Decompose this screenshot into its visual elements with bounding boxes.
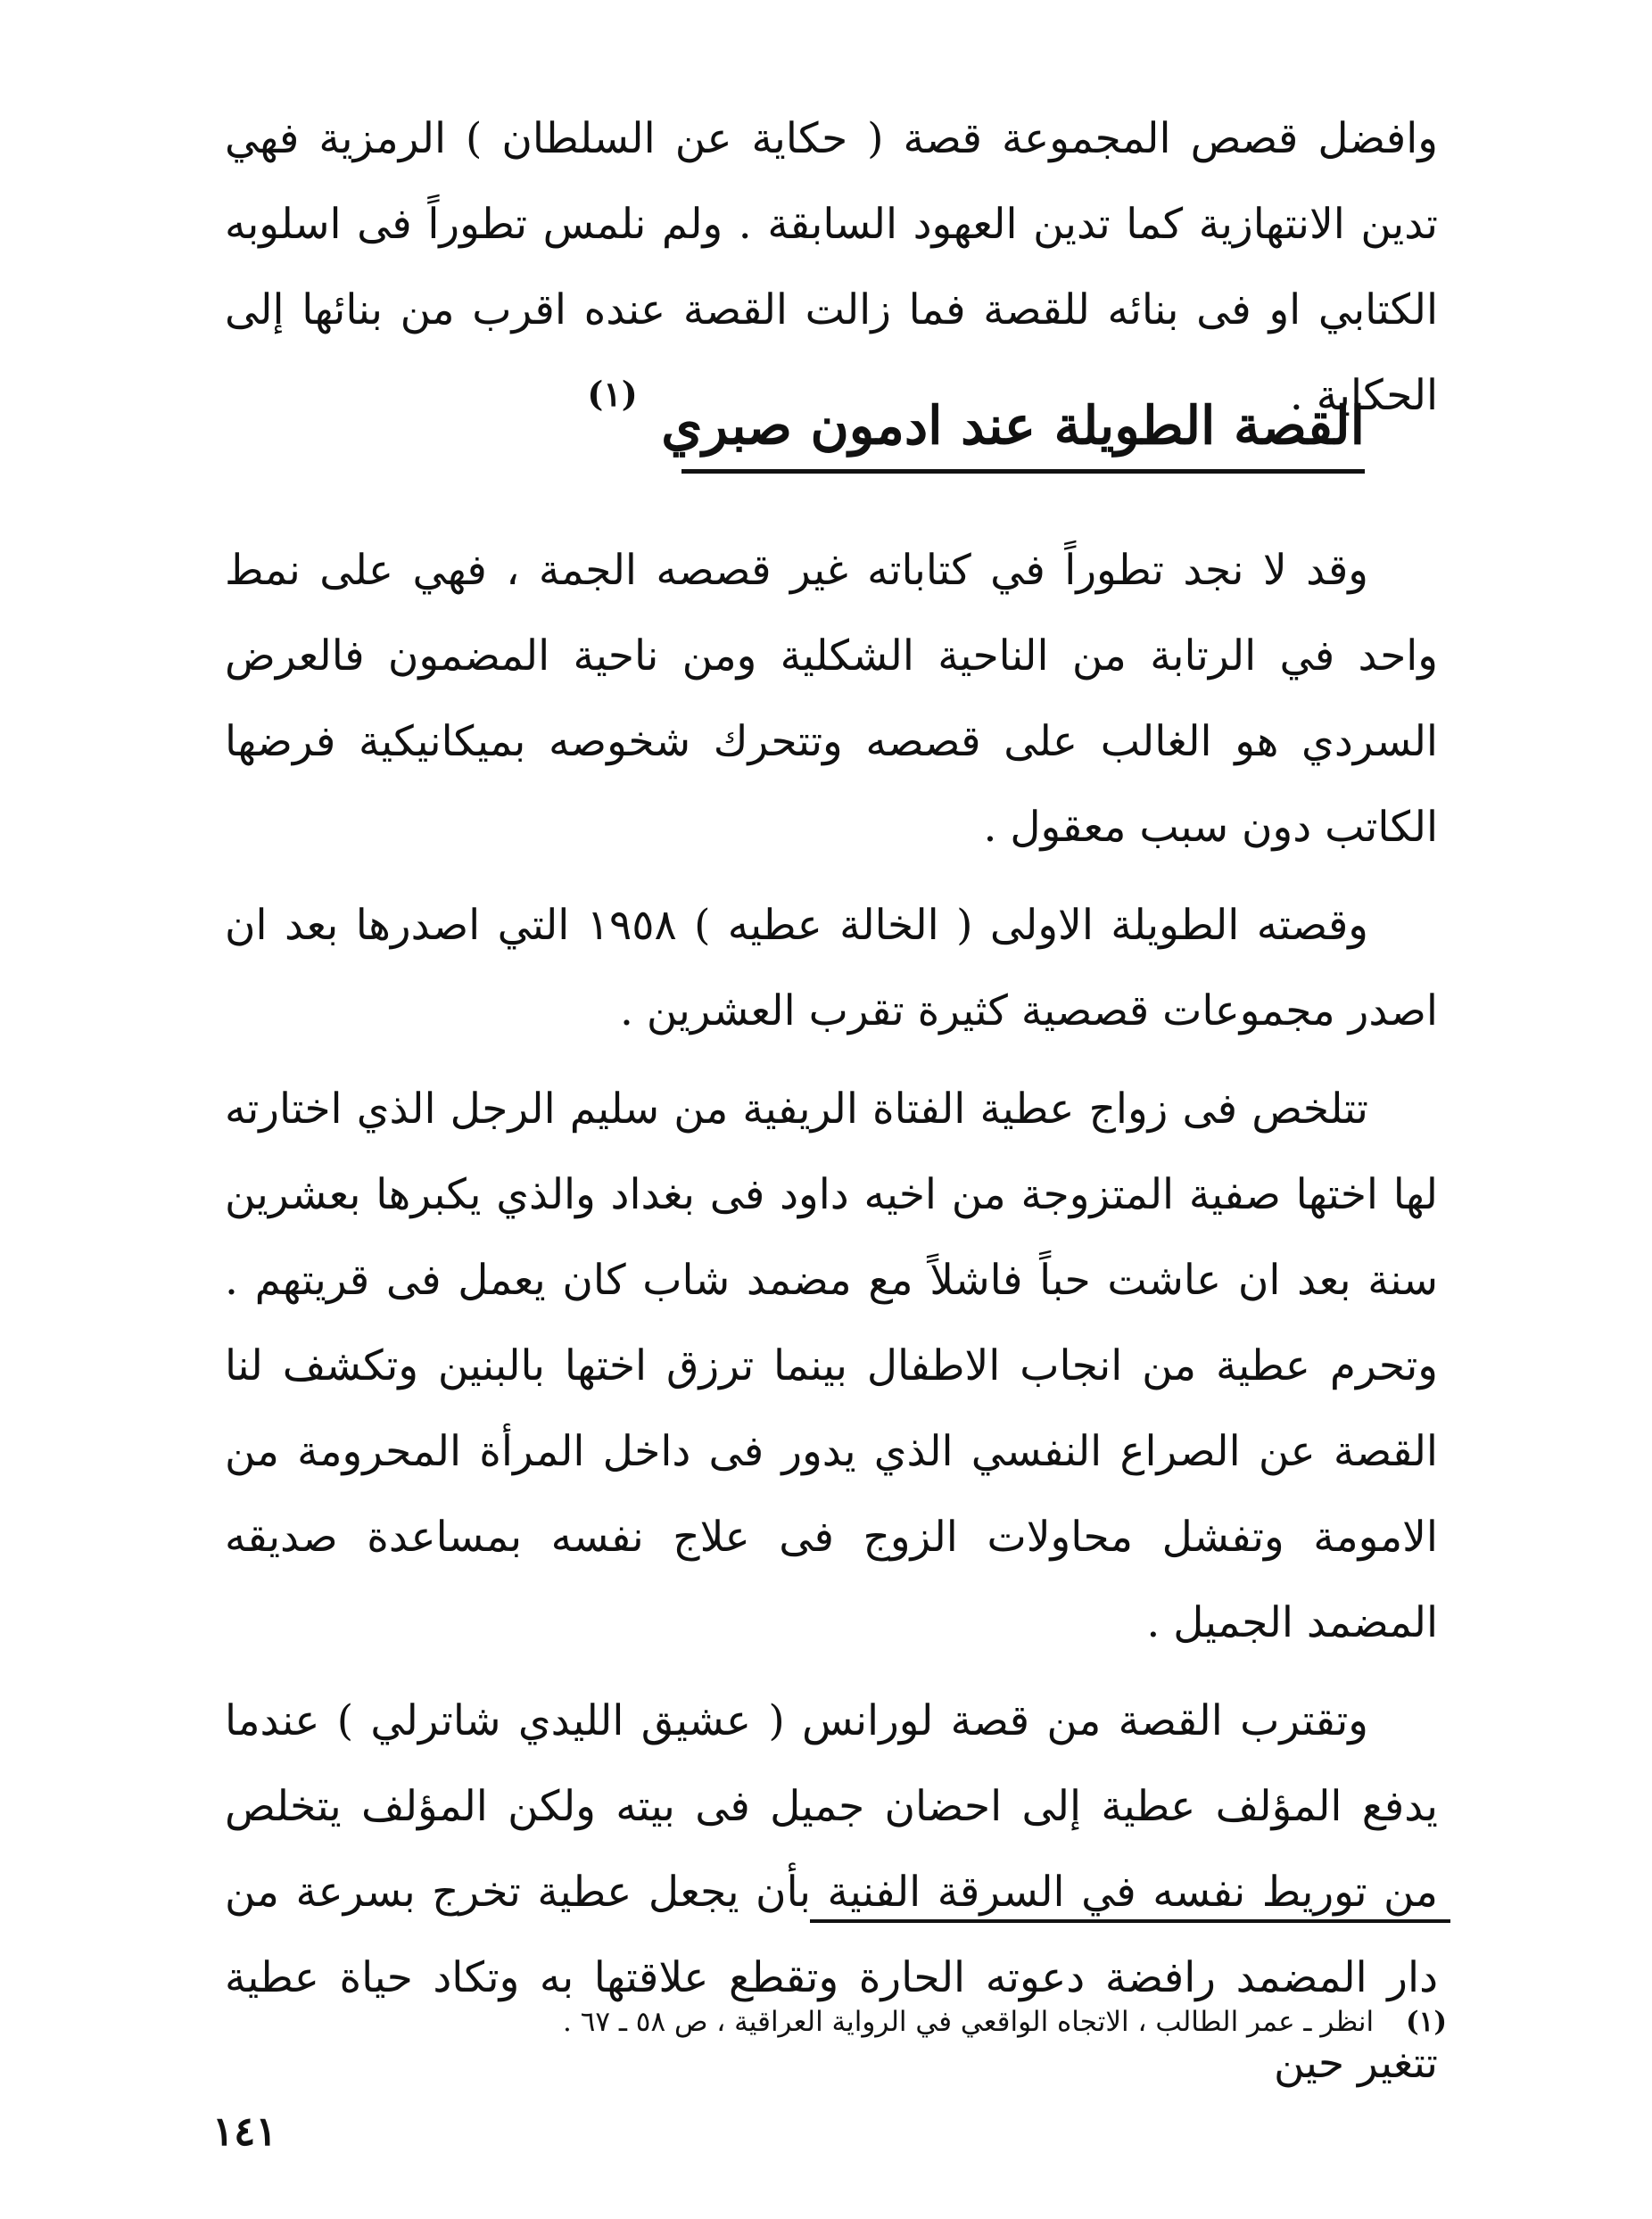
body-paragraph-3: تتلخص فى زواج عطية الفتاة الريفية من سليم الرجل الذي اختارته لها اختها صفية المتزوجة من اخيه داود فى بغداد والذي يكبرها بعشرين سنة بعد ان عاشت حباً فاشلاً مع مضمد شاب كان يعمل فى قريتهم . وتحرم عطية من انجاب الاطفال بينما ترزق اختها بالبنين وتكشف لنا القصة عن الصراع النفسي الذي يدور فى داخل المرأة المحرومة من الامومة وتفشل محاولات الزوج فى علاج نفسه بمساعدة صديقه المضمد الجميل . xyxy=(225,1085,1438,1647)
section-heading-underline xyxy=(681,469,1365,474)
main-body-text xyxy=(225,528,1438,2119)
section-heading xyxy=(587,373,1365,467)
body-paragraph-1: وقد لا نجد تطوراً في كتاباته غير قصصه الجمة ، فهي على نمط واحد في الرتابة من الناحية الشكلية ومن ناحية المضمون فالعرض السردي هو الغالب على قصصه وتتحرك شخوصه بميكانيكية فرضها الكاتب دون سبب معقول . xyxy=(225,546,1438,852)
section-heading-block xyxy=(587,373,1365,478)
footnote-separator xyxy=(810,1919,1450,1923)
page-number: ١٤١ xyxy=(212,2108,277,2155)
section-heading-footnote-marker: (١) xyxy=(587,374,638,414)
intro-paragraph: وافضل قصص المجموعة قصة ( حكاية عن السلطان ) الرمزية فهي تدين الانتهازية كما تدين العهود السابقة . ولم نلمس تطوراً فى اسلوبه الكتابي او فى بنائه للقصة فما زالت القصة عنده اقرب من بنائها إلى الحكاية . xyxy=(225,114,1438,420)
footnote-marker: (١) xyxy=(1406,2006,1447,2038)
body-paragraph-4: وتقترب القصة من قصة لورانس ( عشيق الليدي شاترلي ) عندما يدفع المؤلف عطية إلى احضان جميل فى بيته ولكن المؤلف يتخلص من توريط نفسه في السرقة الفنية بأن يجعل عطية تخرج بسرعة من دار المضمد رافضة دعوته الحارة وتقطع علاقتها به وتكاد حياة عطية تتغير حين xyxy=(225,1696,1438,2088)
body-paragraph-2: وقصته الطويلة الاولى ( الخالة عطيه ) ١٩٥٨ التي اصدرها بعد ان اصدر مجموعات قصصية كثيرة تقرب العشرين . xyxy=(225,901,1438,1035)
footnote xyxy=(252,2001,1447,2042)
section-heading-text: القصة الطويلة عند ادمون صبري xyxy=(661,394,1365,457)
footnote-text: انظر ـ عمر الطالب ، الاتجاه الواقعي في الرواية العراقية ، ص ٥٨ ـ ٦٧ . xyxy=(562,2006,1375,2038)
